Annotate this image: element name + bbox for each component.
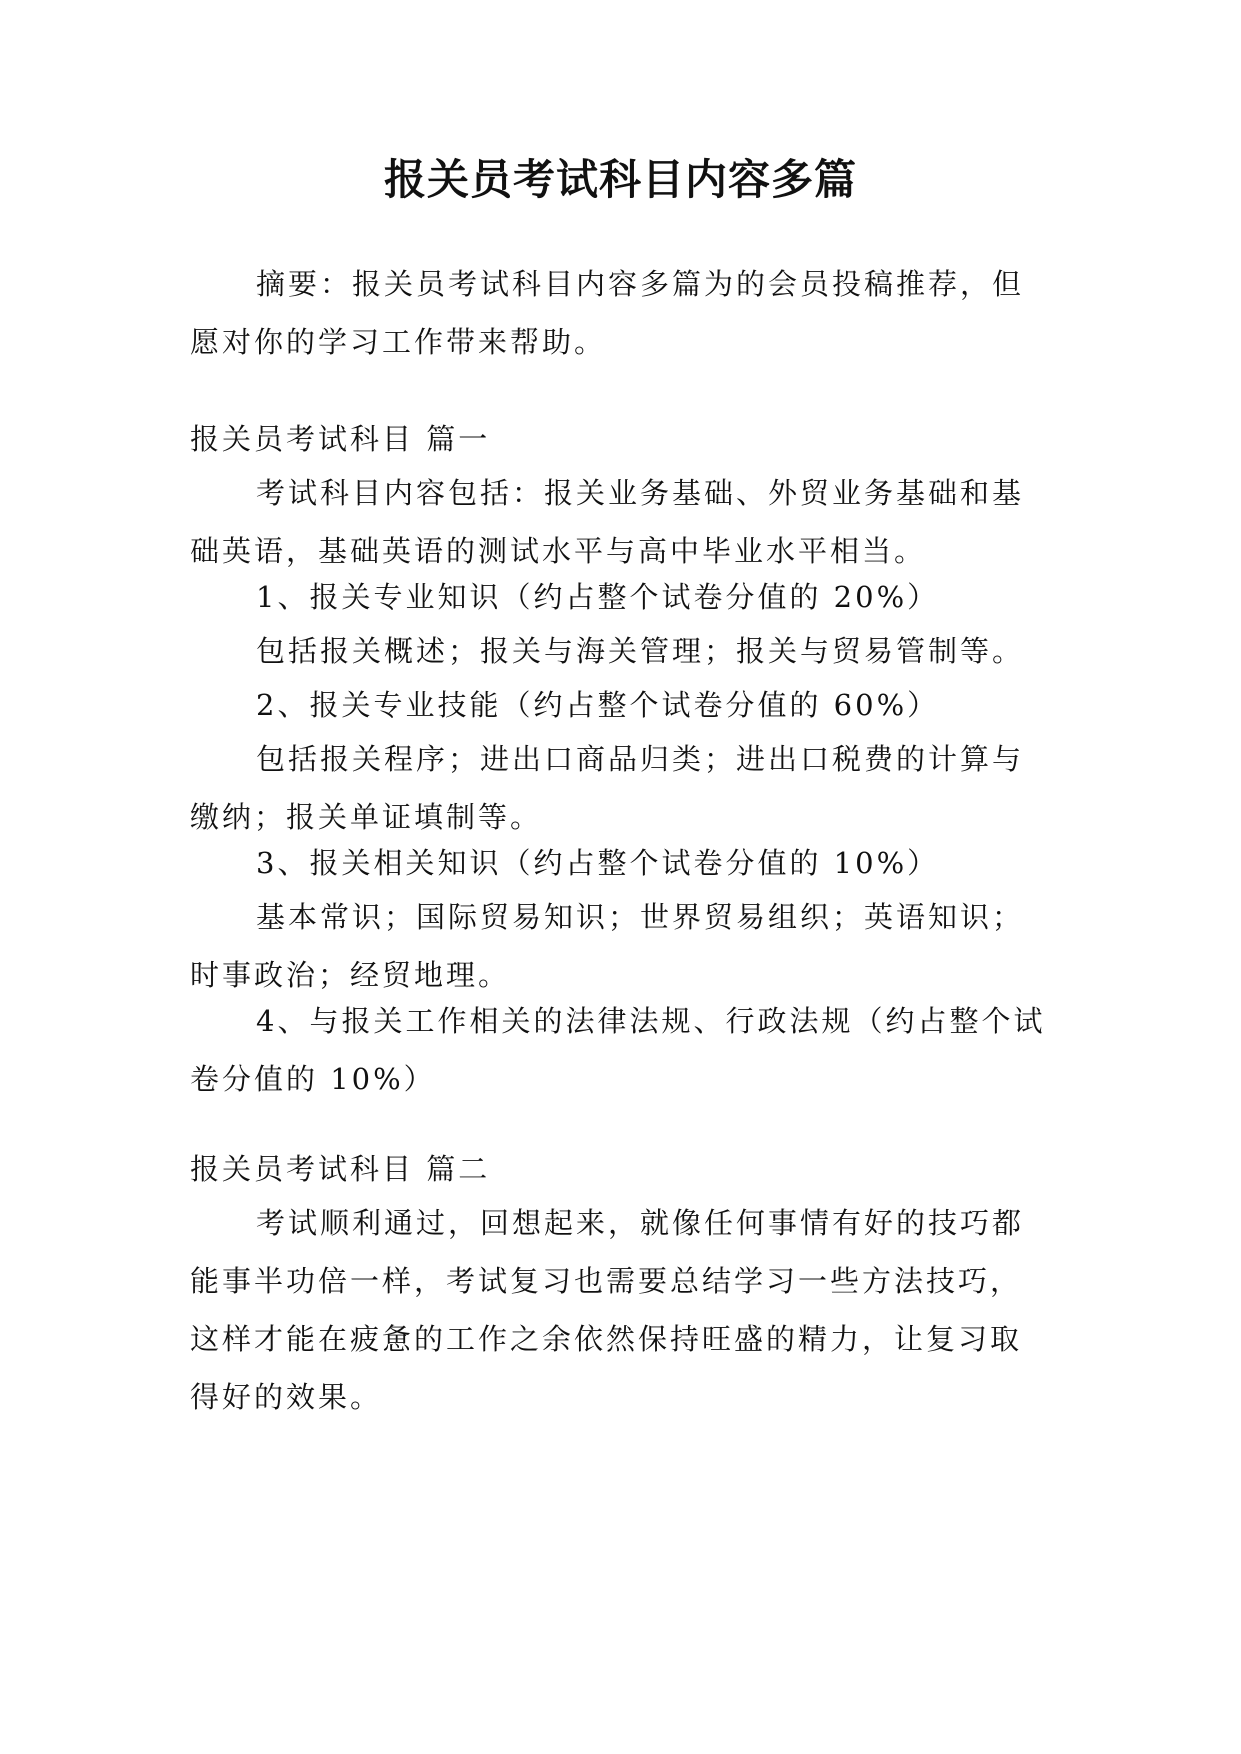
item3-title: 3、报关相关知识（约占整个试卷分值的 10%） [256,846,940,880]
item1-body: 包括报关概述；报关与海关管理；报关与贸易管制等。 [256,634,1025,668]
document-title: 报关员考试科目内容多篇 [383,155,857,204]
section-heading-2: 报关员考试科目 篇二 [190,1152,491,1186]
section-heading-1: 报关员考试科目 篇一 [190,422,491,456]
item3-body: 基本常识；国际贸易知识；世界贸易组织；英语知识；时事政治；经贸地理。 [190,900,1025,992]
item2-title: 2、报关专业技能（约占整个试卷分值的 60%） [256,688,940,722]
section2-body-paragraph: 考试顺利通过，回想起来，就像任何事情有好的技巧都能事半功倍一样，考试复习也需要总结学习一些方法技巧，这样才能在疲惫的工作之余依然保持旺盛的精力，让复习取得好的效果。 [190,1206,1025,1414]
item1-title: 1、报关专业知识（约占整个试卷分值的 20%） [256,580,940,614]
section1-intro-paragraph: 考试科目内容包括：报关业务基础、外贸业务基础和基础英语，基础英语的测试水平与高中毕业水平相当。 [190,476,1025,568]
item2-body: 包括报关程序；进出口商品归类；进出口税费的计算与缴纳；报关单证填制等。 [190,742,1025,834]
item4-title: 4、与报关工作相关的法律法规、行政法规（约占整个试卷分值的 10%） [190,1004,1046,1096]
abstract-paragraph: 摘要：报关员考试科目内容多篇为的会员投稿推荐，但愿对你的学习工作带来帮助。 [190,267,1025,359]
